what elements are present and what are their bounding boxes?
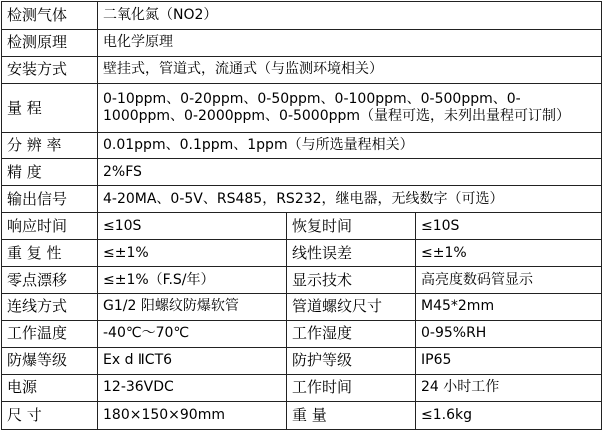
row-label-principle: 检测原理 — [2, 30, 98, 57]
row-value-power: 12-36VDC — [98, 374, 287, 401]
row-value-working-time: 24 小时工作 — [416, 374, 602, 401]
row-label-working-time: 工作时间 — [287, 374, 416, 401]
row-label-dimensions: 尺 寸 — [2, 401, 98, 429]
row-value-linearity: ≤±1% — [416, 240, 602, 267]
row-label-zero-drift: 零点漂移 — [2, 267, 98, 294]
row-value-accuracy: 2%FS — [98, 159, 602, 186]
row-label-thread-size: 管道螺纹尺寸 — [287, 294, 416, 321]
table-row — [2, 159, 602, 186]
row-value-protection-rating: IP65 — [416, 347, 602, 374]
row-value-explosion-rating: Ex d ⅡCT6 — [98, 347, 287, 374]
row-label-range: 量 程 — [2, 83, 98, 133]
row-value-resolution: 0.01ppm、0.1ppm、1ppm（与所选量程相关） — [98, 133, 602, 159]
row-label-resolution: 分 辨 率 — [2, 133, 98, 159]
row-label-display: 显示技术 — [287, 267, 416, 294]
table-row — [2, 30, 602, 57]
table-row — [2, 347, 602, 374]
row-label-explosion-rating: 防爆等级 — [2, 347, 98, 374]
row-value-zero-drift: ≤±1%（F.S/年） — [98, 267, 287, 294]
table-row — [2, 83, 602, 133]
row-value-range: 0-10ppm、0-20ppm、0-50ppm、0-100ppm、0-500ppm、0-1000ppm、0-2000ppm、0-5000ppm（量程可选，未列出量程可订制） — [98, 83, 602, 133]
table-row — [2, 267, 602, 294]
row-label-recovery-time: 恢复时间 — [287, 213, 416, 240]
table-row — [2, 294, 602, 321]
row-label-gas: 检测气体 — [2, 2, 98, 30]
row-value-gas: 二氧化氮（NO2） — [98, 2, 602, 30]
table-row — [2, 374, 602, 401]
row-label-protection-rating: 防护等级 — [287, 347, 416, 374]
row-label-repeatability: 重 复 性 — [2, 240, 98, 267]
row-label-connection: 连线方式 — [2, 294, 98, 321]
row-label-output: 输出信号 — [2, 186, 98, 213]
row-label-operating-temp: 工作温度 — [2, 320, 98, 347]
row-label-linearity: 线性误差 — [287, 240, 416, 267]
row-label-response-time: 响应时间 — [2, 213, 98, 240]
table-row — [2, 320, 602, 347]
table-row — [2, 186, 602, 213]
row-label-installation: 安装方式 — [2, 56, 98, 83]
row-value-output: 4-20MA、0-5V、RS485，RS232，继电器，无线数字（可选） — [98, 186, 602, 213]
table-row — [2, 240, 602, 267]
row-label-power: 电源 — [2, 374, 98, 401]
row-value-repeatability: ≤±1% — [98, 240, 287, 267]
row-value-thread-size: M45*2mm — [416, 294, 602, 321]
table-row — [2, 401, 602, 429]
row-label-accuracy: 精 度 — [2, 159, 98, 186]
row-label-weight: 重 量 — [287, 401, 416, 429]
row-value-principle: 电化学原理 — [98, 30, 602, 57]
table-row — [2, 56, 602, 83]
spec-table — [1, 1, 602, 430]
table-row — [2, 213, 602, 240]
table-row — [2, 2, 602, 30]
row-value-connection: G1/2 阳螺纹防爆软管 — [98, 294, 287, 321]
row-value-weight: ≤1.6kg — [416, 401, 602, 429]
row-label-operating-humidity: 工作湿度 — [287, 320, 416, 347]
row-value-recovery-time: ≤10S — [416, 213, 602, 240]
row-value-installation: 壁挂式，管道式，流通式（与监测环境相关） — [98, 56, 602, 83]
table-row — [2, 133, 602, 159]
row-value-operating-humidity: 0-95%RH — [416, 320, 602, 347]
row-value-dimensions: 180×150×90mm — [98, 401, 287, 429]
row-value-response-time: ≤10S — [98, 213, 287, 240]
row-value-operating-temp: -40℃～70℃ — [98, 320, 287, 347]
row-value-display: 高亮度数码管显示 — [416, 267, 602, 294]
